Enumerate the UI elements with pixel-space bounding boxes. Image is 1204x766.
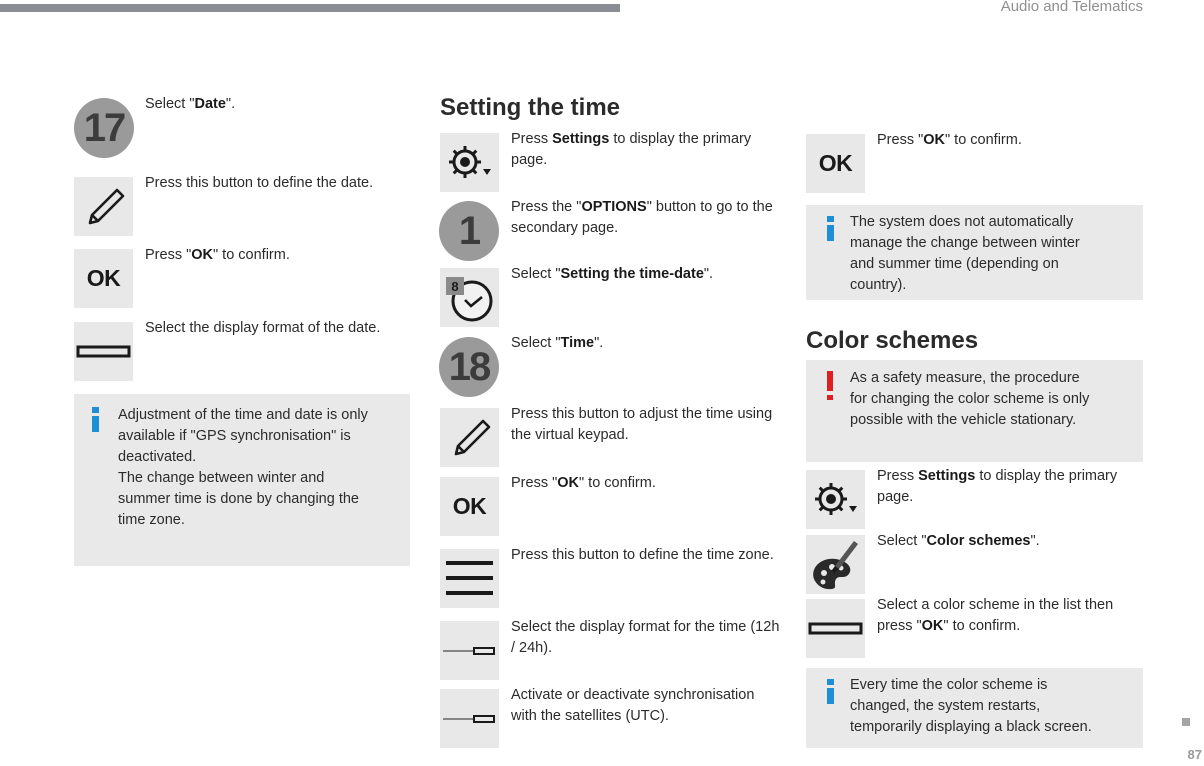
define-date-text: Press this button to define the date. xyxy=(145,175,374,191)
info-icon xyxy=(92,416,99,432)
warning-text: As a safety measure, the procedure for changing the color scheme is only possible with the vehicle stationary. xyxy=(850,370,1090,428)
page-number: 87 xyxy=(1187,747,1202,762)
warning-icon xyxy=(827,371,833,391)
pencil-icon xyxy=(74,177,133,236)
clock-calendar-icon xyxy=(440,268,499,327)
section-heading-colors: Color schemes xyxy=(806,327,979,354)
palette-brush-icon xyxy=(806,535,865,594)
options-step-text: Press the "OPTIONS" button to go to the secondary page. xyxy=(511,199,773,236)
ok-icon: OK xyxy=(440,477,499,536)
adjust-time-text: Press this button to adjust the time using the virtual keypad. xyxy=(511,406,773,443)
time-format-text: Select the display format for the time (12h / 24h). xyxy=(511,619,780,656)
ok-icon: OK xyxy=(74,249,133,308)
calendar-digit: 8 xyxy=(451,279,459,294)
select-scheme-text: Select a color scheme in the list then press "OK" to confirm. xyxy=(877,597,1114,634)
step-one-badge: 1 xyxy=(439,201,499,261)
info-icon-dot xyxy=(827,679,834,685)
info-note-text: Adjustment of the time and date is only available if "GPS synchronisation" is deactivated. The change between winter and summer time is done by changing the time zone. xyxy=(118,407,368,528)
time-step-text: Select "Time". xyxy=(511,335,604,351)
selector-bar-icon xyxy=(74,322,133,381)
warning-icon-dot xyxy=(827,395,833,400)
toggle-switch-icon xyxy=(440,689,499,748)
section-heading-time: Setting the time xyxy=(440,94,621,121)
info-icon xyxy=(827,688,834,704)
warning-note xyxy=(806,360,1143,462)
page-marker xyxy=(1182,718,1190,726)
info-note-dst xyxy=(806,205,1143,300)
time-zone-text: Press this button to define the time zone. xyxy=(511,547,774,563)
info-icon-dot xyxy=(827,216,834,222)
ok-icon: OK xyxy=(806,134,865,193)
toggle-switch-icon xyxy=(440,621,499,680)
step-number-badge: 17 xyxy=(74,98,134,158)
info-icon-dot xyxy=(92,407,99,413)
satellite-sync-text: Activate or deactivate synchronisation with the satellites (UTC). xyxy=(511,687,755,724)
confirm-time-text: Press "OK" to confirm. xyxy=(511,475,656,491)
settings-step-text: Press Settings to display the primary page. xyxy=(877,468,1118,505)
color-schemes-step-text: Select "Color schemes". xyxy=(877,533,1040,549)
info-icon xyxy=(827,225,834,241)
selector-bar-icon xyxy=(806,599,865,658)
confirm-date-text: Press "OK" to confirm. xyxy=(145,247,290,263)
header-bar xyxy=(0,4,620,12)
step-eighteen-badge: 18 xyxy=(439,337,499,397)
date-format-text: Select the display format of the date. xyxy=(145,320,381,336)
info-note-text: Every time the color scheme is changed, the system restarts, temporarily displaying a black screen. xyxy=(850,677,1092,735)
settings-gear-icon xyxy=(806,470,865,529)
confirm-text: Press "OK" to confirm. xyxy=(877,132,1022,148)
list-menu-icon xyxy=(440,549,499,608)
step-date-text: Select "Date". xyxy=(145,96,236,112)
settings-gear-icon xyxy=(440,133,499,192)
info-note-restart xyxy=(806,668,1143,748)
time-date-step-text: Select "Setting the time-date". xyxy=(511,266,714,282)
info-note-text: The system does not automatically manage the change between winter and summer time (depending on country). xyxy=(850,214,1080,293)
info-note-gps xyxy=(74,394,410,566)
section-title: Audio and Telematics xyxy=(1000,0,1143,15)
settings-step-text: Press Settings to display the primary page. xyxy=(511,131,752,168)
pencil-icon xyxy=(440,408,499,467)
